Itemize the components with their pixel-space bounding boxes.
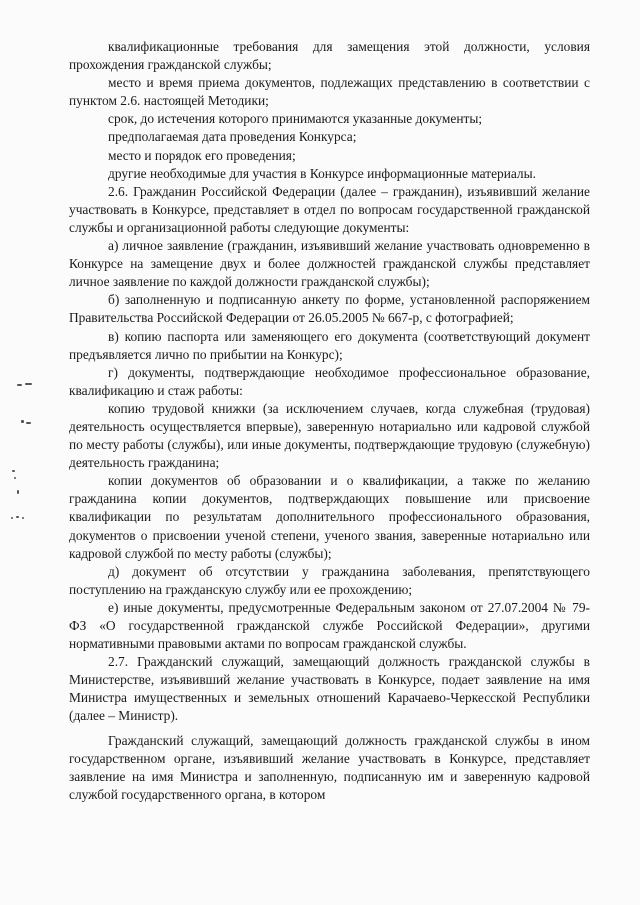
paragraph: предполагаемая дата проведения Конкурса; (108, 129, 357, 145)
scan-speck (17, 490, 19, 494)
paragraph: срок, до истечения которого принимаются указанные документы; (108, 111, 483, 127)
paragraph: другие необходимые для участия в Конкурсе информационные материалы. (108, 165, 536, 181)
scan-speck (25, 383, 32, 385)
scan-speck (17, 384, 22, 386)
list-item-v: в) копию паспорта или заменяющего его документа (соответствующий документ предъявляется лично по прибытии на Конкурс); (69, 328, 590, 362)
list-item-a: а) личное заявление (гражданин, изъявивший желание участвовать одновременно в Конкурсе на замещение двух и более должностей гражданской службы представляет личное заявление по каждой должности гражданской службы); (69, 238, 590, 290)
list-item-g: г) документы, подтверждающие необходимое профессиональное образование, квалификацию и стаж работы: (69, 364, 590, 398)
scan-artifacts (0, 0, 60, 905)
paragraph: место и порядок его проведения; (108, 147, 296, 163)
scan-speck (22, 517, 24, 519)
scan-speck (12, 470, 15, 472)
paragraph: место и время приема документов, подлежащих представлению в соответствии с пунктом 2.6. настоящей Методики; (69, 75, 590, 109)
scan-speck (21, 420, 24, 423)
scan-speck (26, 422, 31, 424)
paragraph: Гражданский служащий, замещающий должность гражданской службы в ином государственном органе, изъявивший желание участвовать в Конкурсе, представляет заявление на имя Министра и заполненную, подписанную им и заверенную кадровой службой государственного органа, в котором (69, 732, 590, 802)
section-2-7: 2.7. Гражданский служащий, замещающий должность гражданской службы в Министерстве, изъявивший желание участвовать в Конкурсе, подает заявление на имя Министра имущественных и земельных отношений Карачаево-Черкесской Республики (далее – Министр). (69, 654, 590, 724)
scan-speck (14, 477, 16, 479)
list-item-b: б) заполненную и подписанную анкету по форме, установленной распоряжением Правительства Российской Федерации от 26.05.2005 № 667-р, с фотографией; (69, 292, 590, 326)
list-item-e: е) иные документы, предусмотренные Федеральным законом от 27.07.2004 № 79-ФЗ «О государственной гражданской службе Российской Федерации», другими нормативными правовыми актами по вопросам гражданской службы. (69, 599, 590, 652)
section-2-6: 2.6. Гражданин Российской Федерации (далее – гражданин), изъявивший желание участвовать в Конкурсе, представляет в отдел по вопросам государственной гражданской службы и организационной работы следующие документы: (69, 183, 590, 235)
list-item-d: д) документ об отсутствии у гражданина заболевания, препятствующего поступлению на гражданскую службу или ее прохождению; (69, 563, 590, 597)
document-body (69, 38, 590, 804)
scan-speck (16, 516, 19, 518)
sub-item: копии документов об образовании и о квалификации, а также по желанию гражданина копии документов, подтверждающих повышение или присвоение квалификации по результатам дополнительного профессионального образования, документов о присвоении ученой степени, ученого звания, заверенные нотариально или кадровой службой по месту работы (службы); (69, 473, 590, 561)
sub-item: копию трудовой книжки (за исключением случаев, когда служебная (трудовая) деятельность осуществляется впервые), заверенную нотариально или кадровой службой по месту работы (службы), или иные документы, подтверждающие трудовую (служебную) деятельность гражданина; (69, 400, 590, 471)
paragraph: квалификационные требования для замещения этой должности, условия прохождения гражданской службы; (69, 39, 590, 73)
scan-speck (11, 517, 13, 519)
